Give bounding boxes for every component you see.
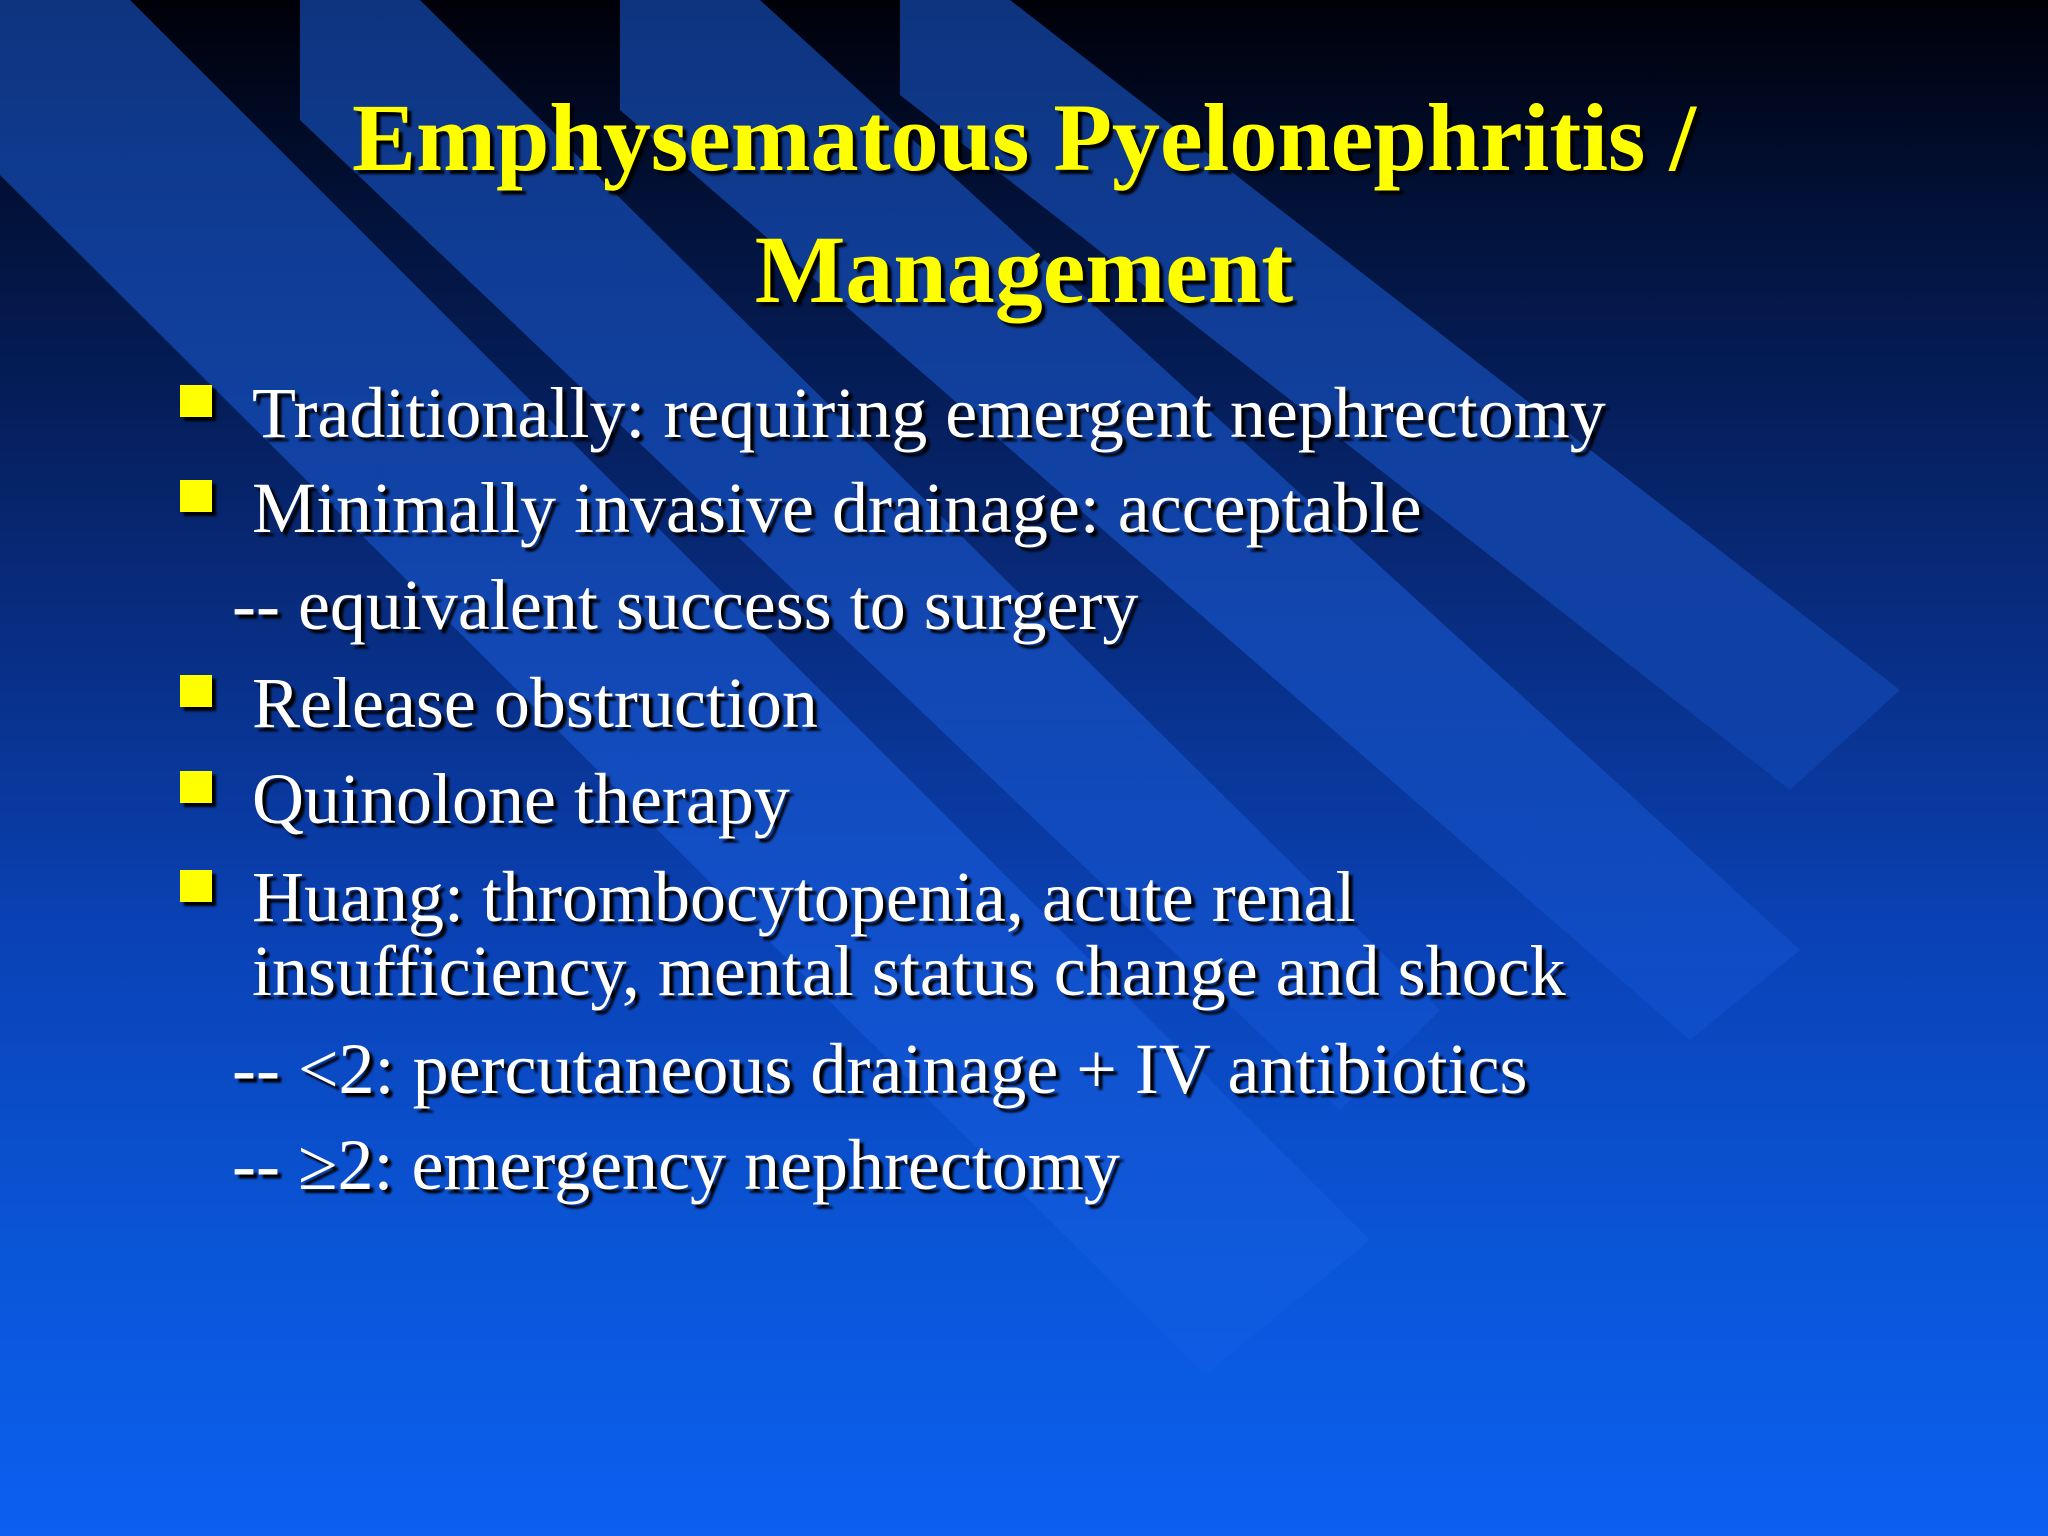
list-item: Traditionally: requiring emergent nephrectomy — [252, 373, 1606, 453]
list-item: Huang: thrombocytopenia, acute renal — [252, 857, 1356, 937]
list-subitem: -- <2: percutaneous drainage + IV antibiotics — [232, 1029, 1528, 1109]
square-bullet-icon — [180, 771, 212, 803]
list-item: Quinolone therapy — [252, 759, 790, 839]
slide-title-line-1: Emphysematous Pyelonephritis / — [351, 84, 1697, 191]
list-item-continuation: insufficiency, mental status change and shock — [252, 931, 1566, 1011]
slide-title-line-2: Management — [754, 216, 1294, 323]
list-subitem: -- ≥2: emergency nephrectomy — [232, 1125, 1120, 1205]
square-bullet-icon — [180, 675, 212, 707]
square-bullet-icon — [180, 870, 212, 902]
list-item: Release obstruction — [252, 663, 818, 743]
list-subitem: -- equivalent success to surgery — [232, 565, 1139, 645]
list-item: Minimally invasive drainage: acceptable — [252, 468, 1422, 548]
square-bullet-icon — [180, 480, 212, 512]
square-bullet-icon — [180, 385, 212, 417]
